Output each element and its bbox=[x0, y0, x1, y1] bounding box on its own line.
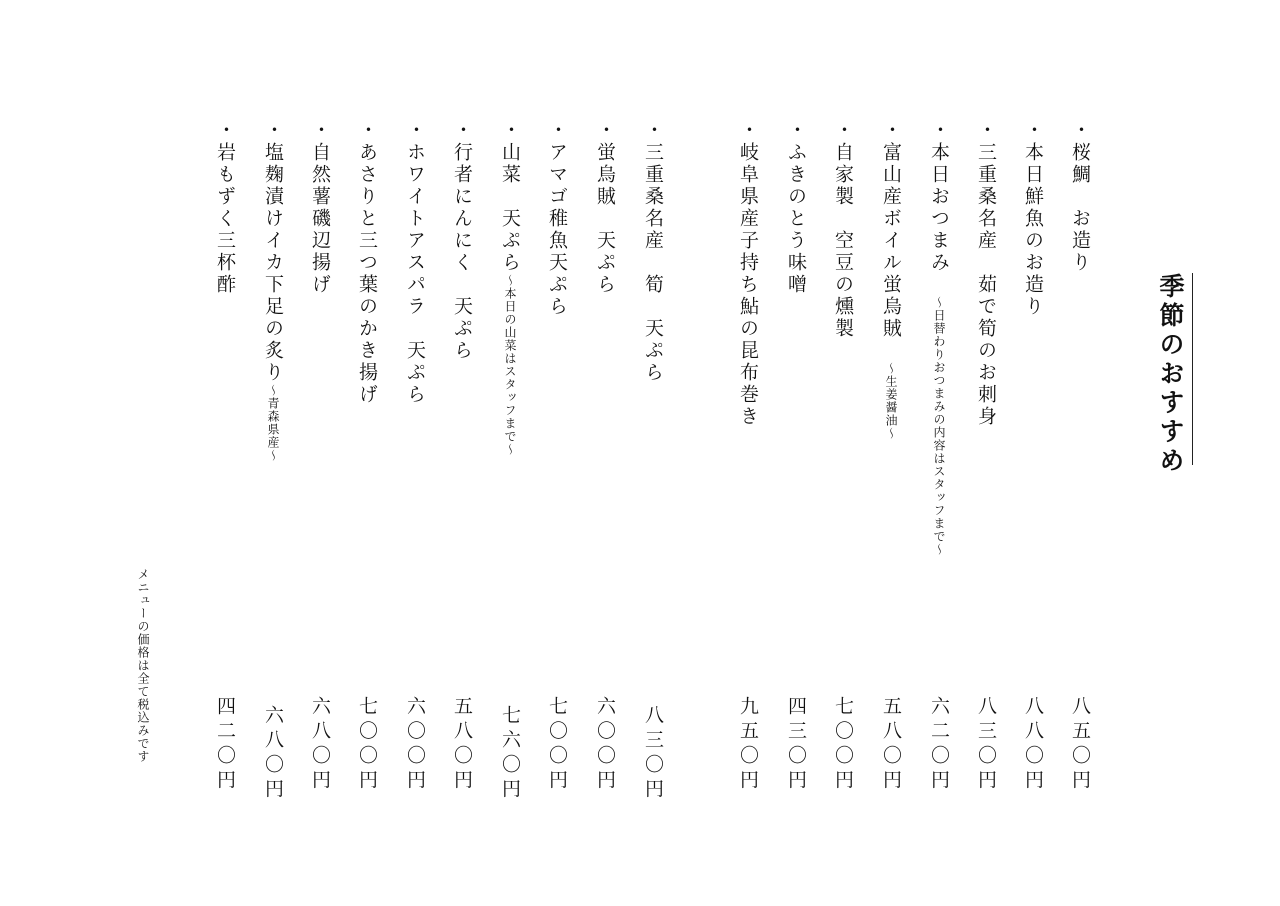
menu-item bbox=[449, 120, 475, 362]
menu-item-name: ・蛍烏賊 天ぷら bbox=[594, 120, 616, 296]
menu-item bbox=[783, 120, 809, 296]
menu-item bbox=[878, 120, 904, 440]
menu-item-name: ・本日おつまみ bbox=[928, 120, 950, 296]
menu-item-note: ～青森県産～ bbox=[266, 384, 280, 462]
menu-item-name: ・三重桑名産 茹で筍のお刺身 bbox=[975, 120, 997, 428]
menu-item-name: ・山菜 天ぷら bbox=[499, 120, 521, 274]
page-title: 季節のおすすめ bbox=[1156, 273, 1185, 476]
menu-item-note: ～生姜醤油～ bbox=[884, 362, 898, 440]
menu-item bbox=[544, 120, 570, 318]
menu-item bbox=[926, 120, 952, 556]
menu-item-name: ・ふきのとう味噌 bbox=[785, 120, 807, 296]
menu-item-name: ・三重桑名産 筍 天ぷら bbox=[642, 120, 664, 384]
menu-item-price: 六八〇円 bbox=[309, 696, 331, 794]
menu-item bbox=[402, 120, 428, 406]
menu-item-price: 六〇〇円 bbox=[404, 696, 426, 794]
menu-item bbox=[354, 120, 380, 406]
menu-item-price: 八三〇円 bbox=[975, 696, 997, 794]
menu-item-price: 五八〇円 bbox=[451, 696, 473, 794]
menu-item bbox=[1067, 120, 1093, 274]
menu-item-price: 九五〇円 bbox=[737, 696, 759, 794]
menu-item bbox=[497, 120, 523, 456]
menu-item-price: 七〇〇円 bbox=[832, 696, 854, 794]
menu-item-name: ・行者にんにく 天ぷら bbox=[451, 120, 473, 362]
menu-item-price: 八三〇円 bbox=[642, 705, 664, 803]
menu-item bbox=[830, 120, 856, 340]
menu-item-price: 六〇〇円 bbox=[594, 696, 616, 794]
menu-item bbox=[640, 120, 666, 384]
menu-item bbox=[212, 120, 238, 296]
tax-note: メニューの価格は全て税込みです bbox=[136, 568, 150, 763]
menu-item-name: ・自家製 空豆の燻製 bbox=[832, 120, 854, 340]
menu-item-name: ・本日鮮魚のお造り bbox=[1022, 120, 1044, 318]
menu-item-price: 四二〇円 bbox=[214, 696, 236, 794]
menu-item-name: ・岐阜県産子持ち鮎の昆布巻き bbox=[737, 120, 759, 428]
menu-item-price: 八五〇円 bbox=[1069, 696, 1091, 794]
menu-item-name: ・桜鯛 お造り bbox=[1069, 120, 1091, 274]
menu-item-price: 六二〇円 bbox=[928, 696, 950, 794]
menu-item-price: 七六〇円 bbox=[499, 705, 521, 803]
menu-item-price: 七〇〇円 bbox=[546, 696, 568, 794]
menu-item bbox=[307, 120, 333, 296]
menu-item-price: 七〇〇円 bbox=[356, 696, 378, 794]
menu-item-price: 六八〇円 bbox=[262, 705, 284, 803]
menu-item bbox=[973, 120, 999, 428]
menu-item bbox=[592, 120, 618, 296]
menu-item-name: ・岩もずく三杯酢 bbox=[214, 120, 236, 296]
title-block bbox=[1156, 273, 1193, 476]
menu-item-name: ・あさりと三つ葉のかき揚げ bbox=[356, 120, 378, 406]
menu-item-price: 四三〇円 bbox=[785, 696, 807, 794]
menu-item-name: ・自然薯磯辺揚げ bbox=[309, 120, 331, 296]
menu-item-price: 五八〇円 bbox=[880, 696, 902, 794]
menu-item-price: 八八〇円 bbox=[1022, 696, 1044, 794]
menu-item-name: ・塩麹漬けイカ下足の炙り bbox=[262, 120, 284, 384]
menu-item bbox=[260, 120, 286, 462]
menu-item-name: ・アマゴ稚魚天ぷら bbox=[546, 120, 568, 318]
menu-item bbox=[735, 120, 761, 428]
menu-item-name: ・富山産ボイル蛍烏賊 bbox=[880, 120, 902, 362]
menu-item-note: ～日替わりおつまみの内容はスタッフまで～ bbox=[932, 296, 946, 556]
menu-item-name: ・ホワイトアスパラ 天ぷら bbox=[404, 120, 426, 406]
menu-item-note: ～本日の山菜はスタッフまで～ bbox=[503, 274, 517, 456]
menu-item bbox=[1020, 120, 1046, 318]
